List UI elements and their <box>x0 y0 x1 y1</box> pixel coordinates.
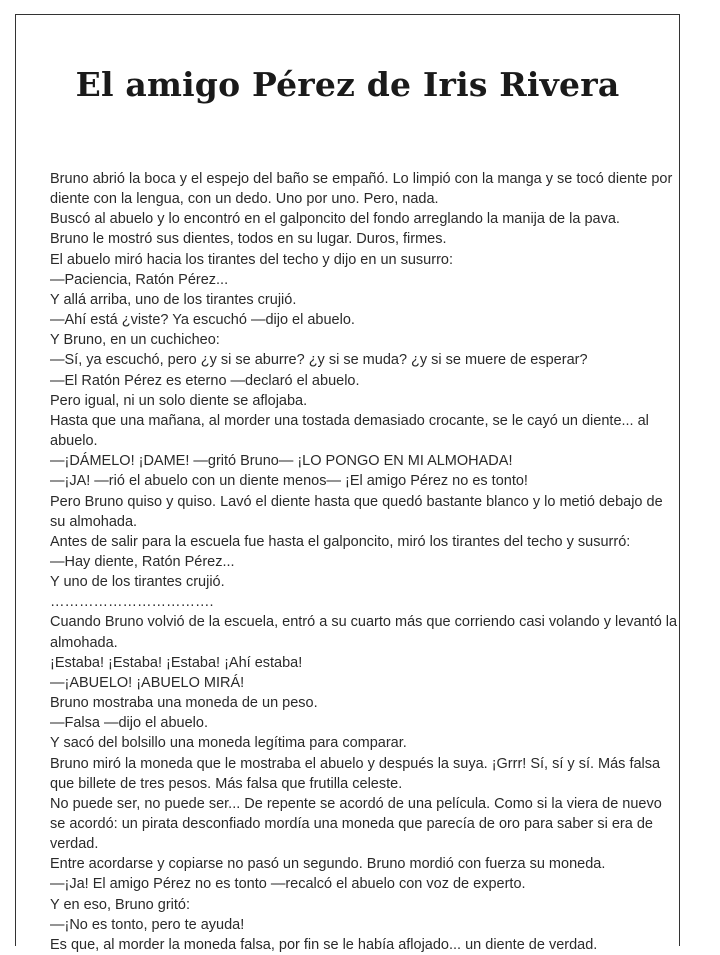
story-paragraph: —Hay diente, Ratón Pérez... <box>50 553 235 570</box>
story-paragraph: —Sí, ya escuchó, pero ¿y si se aburre? ¿y si se muda? ¿y si se muere de esperar? <box>50 352 588 369</box>
story-paragraph: —Falsa —dijo el abuelo. <box>50 715 208 732</box>
story-paragraph: Bruno miró la moneda que le mostraba el abuelo y después la suya. ¡Grrr! Sí, sí y sí. Más falsa que billete de tres pesos. Más falsa que frutilla celeste. <box>50 755 661 792</box>
section-separator: ……………………………. <box>50 594 214 611</box>
story-paragraph: —¡ABUELO! ¡ABUELO MIRÁ! <box>50 674 245 691</box>
story-paragraph: —¡DÁMELO! ¡DAME! —gritó Bruno— ¡LO PONGO EN MI ALMOHADA! <box>50 453 513 470</box>
story-paragraph: —¡No es tonto, pero te ayuda! <box>50 916 245 933</box>
story-paragraph: El abuelo miró hacia los tirantes del techo y dijo en un susurro: <box>50 251 453 268</box>
story-paragraph: Pero igual, ni un solo diente se aflojaba. <box>50 392 308 409</box>
story-paragraph: —El Ratón Pérez es eterno —declaró el abuelo. <box>50 372 360 389</box>
document-page <box>15 14 680 953</box>
story-paragraph: Es que, al morder la moneda falsa, por fin se le había aflojado... un diente de verdad. <box>50 936 598 953</box>
story-paragraph: —Ahí está ¿viste? Ya escuchó —dijo el abuelo. <box>50 312 355 329</box>
story-paragraph: Bruno le mostró sus dientes, todos en su lugar. Duros, firmes. <box>50 231 447 248</box>
story-paragraph: —¡JA! —rió el abuelo con un diente menos— ¡El amigo Pérez no es tonto! <box>50 473 528 490</box>
story-paragraph: No puede ser, no puede ser... De repente se acordó de una película. Como si la viera de nuevo se acordó: un pirata desconfiado mordía una moneda que parecía de oro para saber si era de verdad. <box>50 795 662 853</box>
story-paragraph: Bruno abrió la boca y el espejo del baño se empañó. Lo limpió con la manga y se tocó diente por diente con la lengua, con un dedo. Uno por uno. Pero, nada. <box>50 171 673 208</box>
story-body <box>50 169 680 955</box>
story-paragraph: Y sacó del bolsillo una moneda legítima para comparar. <box>50 735 407 752</box>
story-paragraph: Buscó al abuelo y lo encontró en el galponcito del fondo arreglando la manija de la pava. <box>50 211 620 228</box>
story-paragraph: —Paciencia, Ratón Pérez... <box>50 271 229 288</box>
document-title: El amigo Pérez de Iris Rivera <box>75 65 620 104</box>
story-paragraph: ¡Estaba! ¡Estaba! ¡Estaba! ¡Ahí estaba! <box>50 654 303 671</box>
story-paragraph: —¡Ja! El amigo Pérez no es tonto —recalcó el abuelo con voz de experto. <box>50 876 526 893</box>
story-paragraph: Pero Bruno quiso y quiso. Lavó el diente hasta que quedó bastante blanco y lo metió debajo de su almohada. <box>50 493 663 530</box>
story-paragraph: Y allá arriba, uno de los tirantes crujió. <box>50 291 297 308</box>
story-paragraph: Y uno de los tirantes crujió. <box>50 574 225 591</box>
story-paragraph: Entre acordarse y copiarse no pasó un segundo. Bruno mordió con fuerza su moneda. <box>50 856 606 873</box>
story-paragraph: Antes de salir para la escuela fue hasta el galponcito, miró los tirantes del techo y susurró: <box>50 533 631 550</box>
story-paragraph: Y Bruno, en un cuchicheo: <box>50 332 220 349</box>
story-paragraph: Cuando Bruno volvió de la escuela, entró a su cuarto más que corriendo casi volando y levantó la almohada. <box>50 614 678 651</box>
story-paragraph: Y en eso, Bruno gritó: <box>50 896 190 913</box>
story-paragraph: Hasta que una mañana, al morder una tostada demasiado crocante, se le cayó un diente... al abuelo. <box>50 412 649 450</box>
story-paragraph: Bruno mostraba una moneda de un peso. <box>50 695 318 712</box>
